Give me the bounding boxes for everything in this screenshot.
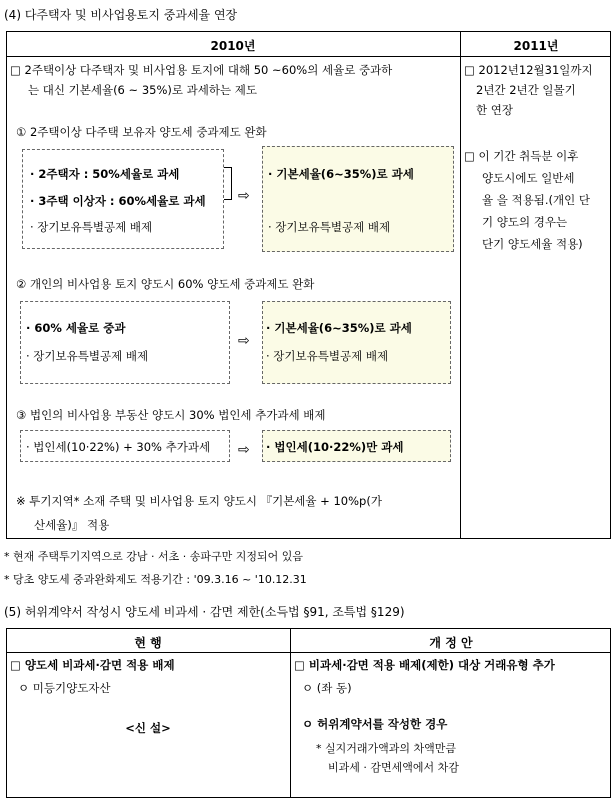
item1-before-line2: · 3주택 이상자 : 60%세율로 과세 (30, 194, 206, 208)
new-provision-label: <신 설> (125, 721, 171, 735)
item3-after-line1: · 법인세(10·22%)만 과세 (266, 440, 404, 454)
revision-line5: 비과세 · 감면세액에서 차감 (328, 761, 459, 774)
revision-line1: □ 비과세·감면 적용 배제(제한) 대상 거래유형 추가 (294, 658, 555, 672)
header-divider (6, 652, 611, 653)
intro-line2: 는 대신 기본세율(6 ~ 35%)로 과세하는 제도 (28, 83, 257, 97)
item2-before-line2: · 장기보유특별공제 배제 (26, 349, 149, 363)
revision-line3: ㅇ 허위계약서를 작성한 경우 (302, 717, 448, 731)
item1-title: ① 2주택이상 다주택 보유자 양도세 중과제도 완화 (16, 125, 267, 139)
item1-after-line1: · 기본세율(6~35%)로 과세 (268, 167, 414, 181)
current-line1: □ 양도세 비과세·감면 적용 배제 (10, 658, 175, 672)
footnote-1: * 현재 주택투기지역으로 강남 · 서초 · 송파구만 지정되어 있음 (4, 550, 303, 563)
item3-before-line1: · 법인세(10·22%) + 30% 추가과세 (26, 440, 211, 454)
revision-line2: ㅇ (좌 동) (302, 681, 352, 695)
section4-title: (4) 다주택자 및 비사업용토지 중과세율 연장 (4, 8, 238, 22)
arrow-icon: ⇨ (238, 188, 250, 204)
right-line3: 한 연장 (476, 103, 513, 117)
item2-after-line2: · 장기보유특별공제 배제 (266, 349, 389, 363)
right-line4: □ 이 기간 취득분 이후 (464, 149, 579, 163)
column-divider (460, 31, 461, 539)
item1-before-line3: · 장기보유특별공제 배제 (30, 220, 153, 234)
header-current: 현 행 (134, 636, 162, 650)
right-line6: 율 을 적용됨.(개인 단 (482, 193, 590, 207)
header-divider (6, 56, 611, 57)
item2-before-line1: · 60% 세율로 중과 (26, 321, 126, 335)
section5-title: (5) 허위계약서 작성시 양도세 비과세 · 감면 제한(소득법 §91, 조특법 §129) (4, 605, 405, 619)
item1-before-line1: · 2주택자 : 50%세율로 과세 (30, 167, 180, 181)
header-revision: 개 정 안 (429, 636, 473, 650)
revision-line4: * 실지거래가액과의 차액만큼 (316, 742, 457, 755)
bracket (224, 167, 232, 200)
arrow-icon: ⇨ (238, 442, 250, 458)
item2-before-box (20, 301, 230, 384)
item2-after-box (262, 301, 451, 384)
header-2011: 2011년 (513, 39, 559, 53)
item1-after-box (262, 146, 454, 252)
header-2010: 2010년 (210, 39, 256, 53)
intro-line1: □ 2주택이상 다주택자 및 비사업용 토지에 대해 50 ~60%의 세율로 중과하 (10, 63, 393, 77)
item2-title: ② 개인의 비사업용 토지 양도시 60% 양도세 중과제도 완화 (16, 277, 315, 291)
revision-table (6, 628, 611, 798)
note-line1: ※ 투기지역* 소재 주택 및 비사업용 토지 양도시 『기본세율 + 10%p(가 (16, 494, 382, 508)
arrow-icon: ⇨ (238, 333, 250, 349)
current-line2: ㅇ 미등기양도자산 (18, 681, 111, 695)
footnote-2: * 당초 양도세 중과완화제도 적용기간 : '09.3.16 ~ '10.12.31 (4, 573, 307, 586)
right-line7: 기 양도의 경우는 (482, 215, 568, 229)
right-line5: 양도시에도 일반세 (482, 171, 575, 185)
item3-title: ③ 법인의 비사업용 부동산 양도시 30% 법인세 추가과세 배제 (16, 408, 326, 422)
item2-after-line1: · 기본세율(6~35%)로 과세 (266, 321, 412, 335)
right-line2: 2년간 2년간 일몰기 (476, 83, 576, 97)
item1-after-line2: · 장기보유특별공제 배제 (268, 220, 391, 234)
note-line2: 산세율)』 적용 (34, 518, 110, 532)
column-divider (290, 628, 291, 798)
right-line8: 단기 양도세율 적용) (482, 237, 583, 251)
right-line1: □ 2012년12월31일까지 (464, 63, 593, 77)
